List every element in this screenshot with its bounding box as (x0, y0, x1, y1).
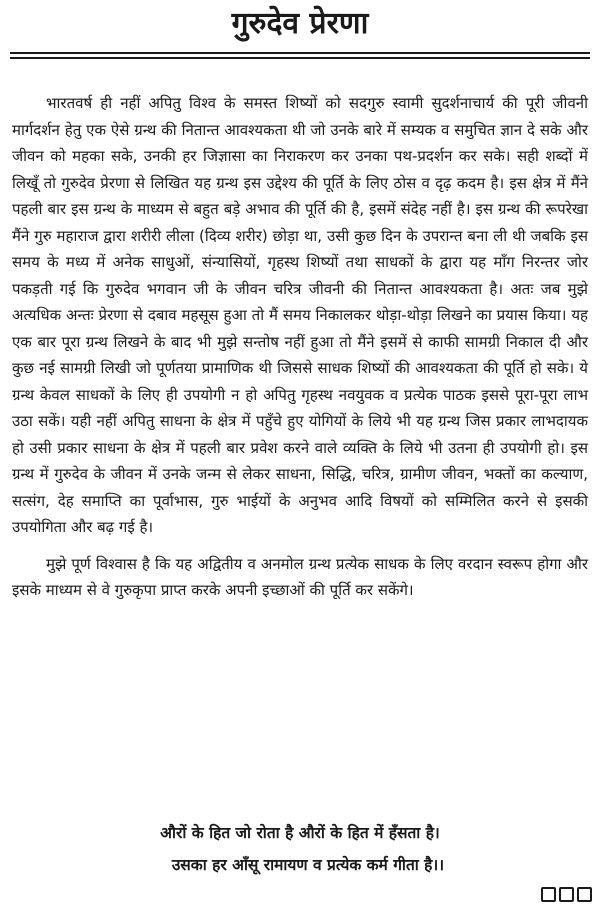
paragraph-1: भारतवर्ष ही नहीं अपितु विश्व के समस्त शिष्यों को सदगुरु स्वामी सुदर्शनाचार्य की पूरी जीवनी मार्गदर्शन हेतु एक ऐसे ग्रन्थ की नितान्त आवश्यकता थी जो उनके बारे में सम्यक व समुचित ज्ञान दे सके और जीवन को महका सके, उनकी हर जिज्ञासा का निराकरण कर उनका पथ-प्रदर्शन कर सके। सही शब्दों में लिखूँ तो गुरुदेव प्रेरणा से लिखित यह ग्रन्थ इस उद्देश्य की पूर्ति के लिए ठोस व दृढ़ कदम है। इस क्षेत्र में मैंने पहली बार इस ग्रन्थ के माध्यम से बहुत बड़े अभाव की पूर्ति की है, इसमें संदेह नहीं है। इस ग्रन्थ की रूपरेखा मैंने गुरु महाराज द्वारा शरीरी लीला (दिव्य शरीर) छोड़ा था, उसी कुछ दिन के उपरान्त बना ली थी जबकि इस समय के मध्य में अनेक साधुओं, संन्यासियों, गृहस्थ शिष्यों तथा साधकों के द्वारा यह माँग निरन्तर जोर पकड़ती गई कि गुरुदेव भगवान जी के जीवन चरित्र जीवनी की नितान्त आवश्यकता है। अतः जब मुझे अत्यधिक अन्तः प्रेरणा से दबाव महसूस हुआ तो मैं समय निकालकर थोड़ा-थोड़ा लिखने का प्रयास किया। यह एक बार पूरा ग्रन्थ लिखने के बाद भी मुझे सन्तोष नहीं हुआ तो मैंने इसमें से काफी सामग्री निकाल दी और कुछ नई सामग्री लिखी जो पूर्णतया प्रामाणिक थी जिससे साधक शिष्यों की आवश्यकता की पूर्ति हो सके। ये ग्रन्थ केवल साधकों के लिए ही उपयोगी न हो अपितु गृहस्थ नवयुवक व प्रत्येक पाठक इससे पूरा-पूरा लाभ उठा सकें। यही नहीं अपितु साधना के क्षेत्र में पहुँचे हुए योगियों के लिये भी यह ग्रन्थ जिस प्रकार लाभदायक हो उसी प्रकार साधना के क्षेत्र में पहली बार प्रवेश करने वाले व्यक्ति के लिये भी उतना ही उपयोगी हो। इस ग्रन्थ में गुरुदेव के जीवन में उनके जन्म से लेकर साधना, सिद्धि, चरित्र, ग्रामीण जीवन, भक्तों का कल्याण, सत्संग, देह समाप्ति का पूर्वाभास, गुरु भाईयों के अनुभव आदि विषयों को सम्मिलित करने से इसकी उपयोगिता और बढ़ गई है। (12, 94, 588, 536)
page-title: गुरुदेव प्रेरणा (231, 6, 369, 41)
body-text (12, 90, 588, 604)
quote-line-1: औरों के हित जो रोता है औरों के हित में हँसता है। (160, 824, 440, 842)
square-box-icon (541, 887, 556, 902)
square-box-icon (559, 887, 574, 902)
three-square-boxes-icon (541, 887, 592, 902)
quote-line-2: उसका हर आँसू रामायण व प्रत्येक कर्म गीता है।। (171, 856, 445, 874)
square-box-icon (577, 887, 592, 902)
title-double-rule (10, 52, 590, 59)
paragraph-2: मुझे पूर्ण विश्वास है कि यह अद्वितीय व अनमोल ग्रन्थ प्रत्येक साधक के लिए वरदान स्वरूप होगा और इसके माध्यम से वे गुरुकृपा प्राप्त करके अपनी इच्छाओं की पूर्ति कर सकेंगे। (12, 554, 588, 599)
